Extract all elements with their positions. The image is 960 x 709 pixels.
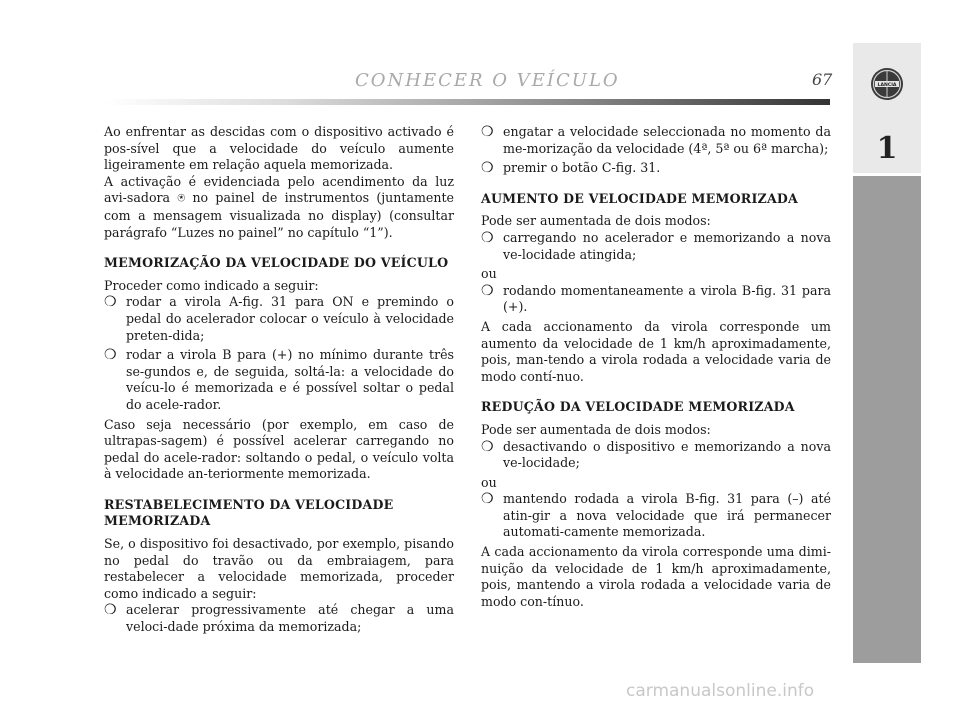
section-title: CONHECER O VEÍCULO	[355, 70, 620, 91]
bullet-circle-icon: ❍	[104, 602, 117, 619]
paragraph: A cada accionamento da virola corresponde um aumento da velocidade de 1 km/h aproximadamente, pois, man-tendo a virola rodada a velocidade varia de modo contí-nuo.	[481, 318, 831, 384]
bullet-circle-icon: ❍	[481, 282, 494, 299]
lancia-logo-icon	[870, 67, 904, 101]
chapter-tab	[853, 43, 921, 663]
bullet-circle-icon: ❍	[481, 229, 494, 246]
paragraph: Pode ser aumentada de dois modos:	[481, 421, 711, 437]
paragraph: A cada accionamento da virola corresponde uma dimi-nuição da velocidade de 1 km/h aproximadamente, pois, mantendo a virola rodada a velocidade varia de modo con-tínuo.	[481, 544, 831, 609]
paragraph: Pode ser aumentada de dois modos:	[481, 213, 711, 229]
page-number: 67	[812, 70, 833, 89]
list-item: ❍ carregando no acelerador e memorizando a nova ve-locidade atingida;	[481, 229, 831, 262]
chapter-tab-top	[853, 43, 921, 176]
list-item: ❍ rodar a virola A-fig. 31 para ON e premindo o pedal do acelerador colocar o veículo à velocidade preten-dida;	[104, 294, 454, 343]
bullet-circle-icon: ❍	[481, 491, 494, 508]
paragraph: Proceder como indicado a seguir:	[104, 277, 319, 293]
list-item: ❍ desactivando o dispositivo e memorizando a nova ve-locidade;	[481, 438, 831, 471]
chapter-number: 1	[876, 131, 898, 166]
list-item: ❍ premir o botão C-fig. 31.	[481, 160, 661, 177]
bullet-circle-icon: ❍	[104, 294, 117, 311]
paragraph: ou	[481, 474, 497, 490]
paragraph: Caso seja necessário (por exemplo, em caso de ultrapas-sagem) é possível acelerar carregando no pedal do acele-rador: soltando o pedal, o veículo volta à velocidade an-teriormente memorizada.	[104, 416, 454, 482]
section-heading-memorization: MEMORIZAÇÃO DA VELOCIDADE DO VEÍCULO	[104, 255, 449, 271]
right-column	[481, 124, 831, 617]
header-rule	[105, 99, 830, 105]
list-item: ❍ mantendo rodada a virola B-fig. 31 para (–) até atin-gir a nova velocidade que irá permanecer automati-camente memorizada.	[481, 491, 831, 540]
bullet-circle-icon: ❍	[481, 124, 494, 140]
cruise-control-warning-icon: ⍟	[177, 191, 186, 207]
bullet-circle-icon: ❍	[481, 160, 494, 177]
intro-paragraph: Ao enfrentar as descidas com o dispositivo activado é pos-sível que a velocidade do veículo aumente ligeiramente em relação aquela memorizada.	[104, 124, 454, 173]
list-item: ❍ rodando momentaneamente a virola B-fig. 31 para (+).	[481, 282, 831, 315]
section-heading-increase: AUMENTO DE VELOCIDADE MEMORIZADA	[481, 190, 799, 206]
paragraph: Se, o dispositivo foi desactivado, por exemplo, pisando no pedal do travão ou da embraiagem, para restabelecer a velocidade memorizada, proceder como indicado a seguir:	[104, 536, 454, 601]
bullet-circle-icon: ❍	[481, 438, 494, 455]
section-heading-restore: RESTABELECIMENTO DA VELOCIDADE MEMORIZADA	[104, 496, 394, 529]
watermark: carmanualsonline.info	[626, 681, 815, 701]
section-heading-reduction: REDUÇÃO DA VELOCIDADE MEMORIZADA	[481, 399, 795, 415]
list-item: ❍ rodar a virola B para (+) no mínimo durante três se-gundos e, de seguida, soltá-la: a velocidade do veícu-lo é memorizada e é possível soltar o pedal do acele-rador.	[104, 347, 454, 412]
list-item: ❍ acelerar progressivamente até chegar a uma veloci-dade próxima da memorizada;	[104, 602, 454, 635]
bullet-circle-icon: ❍	[104, 347, 117, 364]
left-column	[104, 124, 454, 639]
svg-text:LANCIA: LANCIA	[877, 83, 897, 88]
list-item: ❍ engatar a velocidade seleccionada no momento da me-morização da velocidade (4ª, 5ª ou 6ª marcha);	[481, 124, 831, 156]
activation-paragraph: A activação é evidenciada pelo acendimento da luz avi-sadora ⍟ no painel de instrumentos (juntamente com a mensagem visualizada no display) (consultar parágrafo “Luzes no painel” no capítulo “1”).	[104, 173, 454, 240]
paragraph: ou	[481, 266, 497, 282]
